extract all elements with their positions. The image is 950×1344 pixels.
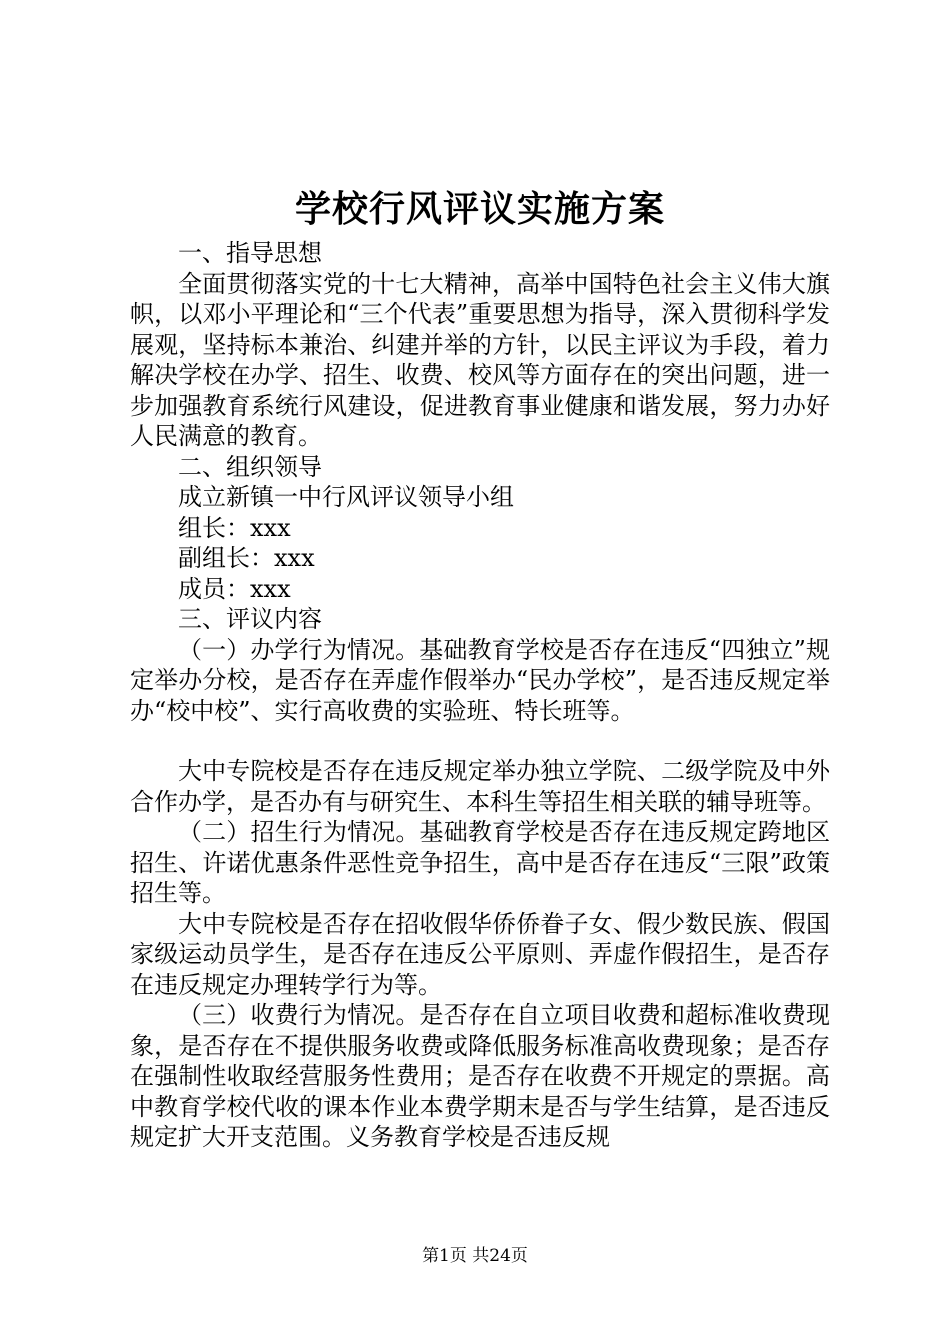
paragraph-group-leader: 组长：xxx	[178, 513, 291, 542]
paragraph-school-running: （一）办学行为情况。基础教育学校是否存在违反“四独立”规定举办分校，是否存在弄虚作假举办“民办学校”，是否违反规定举办“校中校”、实行高收费的实验班、特长班等。	[130, 635, 830, 725]
paragraph-guiding-ideology: 全面贯彻落实党的十七大精神，高举中国特色社会主义伟大旗帜，以邓小平理论和“三个代表”重要思想为指导，深入贯彻科学发展观，坚持标本兼治、纠建并举的方针，以民主评议为手段，着力解决学校在办学、招生、收费、校风等方面存在的突出问题，进一步加强教育系统行风建设，促进教育事业健康和谐发展，努力办好人民满意的教育。	[130, 269, 830, 450]
heading-guiding-ideology: 一、指导思想	[178, 239, 322, 267]
heading-evaluation-content: 三、评议内容	[178, 605, 322, 633]
heading-organization: 二、组织领导	[178, 452, 322, 481]
paragraph-fees: （三）收费行为情况。是否存在自立项目收费和超标准收费现象，是否存在不提供服务收费或降低服务标准高收费现象；是否存在强制性收取经营服务性费用；是否存在收费不开规定的票据。高中教育学校代收的课本作业本费学期末是否与学生结算，是否违反规定扩大开支范围。义务教育学校是否违反规	[130, 1001, 830, 1151]
blank-line	[130, 726, 830, 756]
paragraph-colleges-enrollment: 大中专院校是否存在招收假华侨侨眷子女、假少数民族、假国家级运动员学生，是否存在违反公平原则、弄虚作假招生，是否存在违反规定办理转学行为等。	[130, 909, 830, 999]
paragraph-colleges-running: 大中专院校是否存在违反规定举办独立学院、二级学院及中外合作办学，是否办有与研究生、本科生等招生相关联的辅导班等。	[130, 757, 830, 816]
paragraph-members: 成员：xxx	[178, 574, 291, 603]
paragraph-deputy-leader: 副组长：xxx	[178, 544, 315, 572]
document-body	[130, 238, 830, 1153]
paragraph-leading-group: 成立新镇一中行风评议领导小组	[178, 483, 514, 511]
document-title: 学校行风评议实施方案	[294, 188, 665, 230]
page-number-footer: 第1页 共24页	[422, 1246, 528, 1266]
paragraph-enrollment: （二）招生行为情况。基础教育学校是否存在违反规定跨地区招生、许诺优惠条件恶性竞争招生，高中是否存在违反“三限”政策招生等。	[130, 818, 830, 907]
